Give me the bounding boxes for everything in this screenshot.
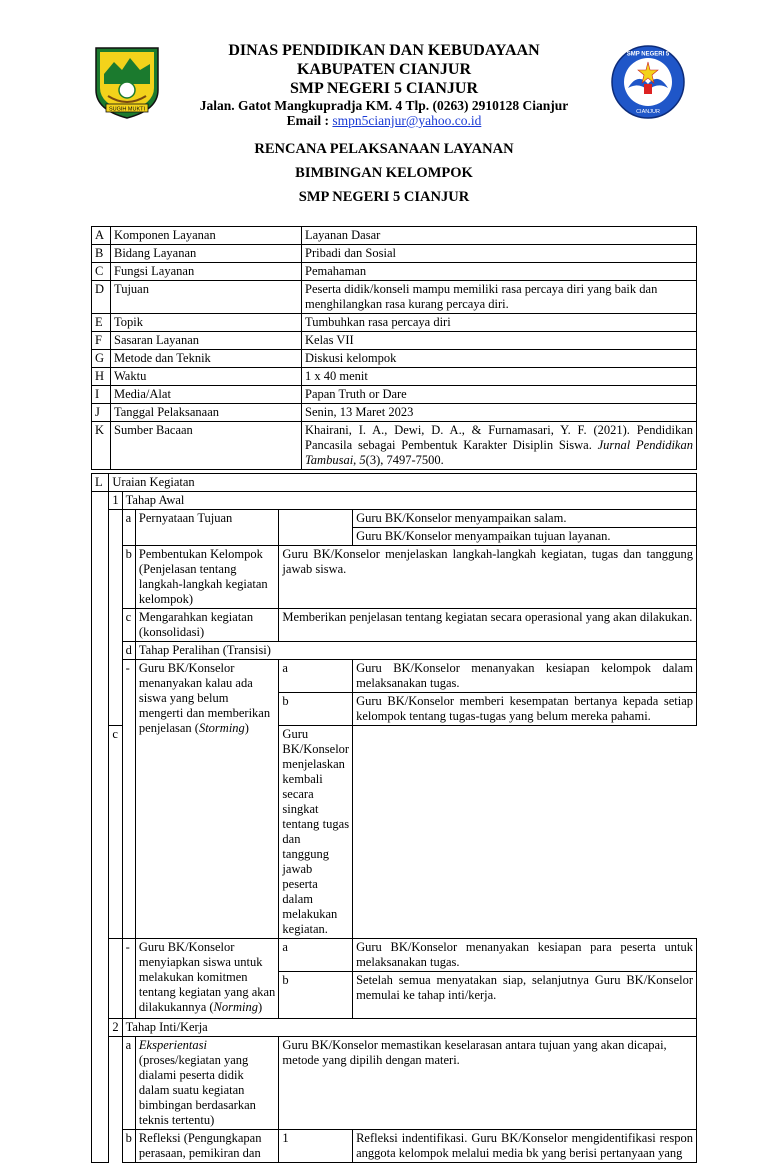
row-label: Tanggal Pelaksanaan <box>111 404 302 422</box>
row-value: Papan Truth or Dare <box>302 386 697 404</box>
row-key: H <box>92 368 111 386</box>
doc-title: RENCANA PELAKSANAAN LAYANAN <box>254 141 514 157</box>
row-label: Bidang Layanan <box>111 245 302 263</box>
table-row <box>92 350 697 368</box>
row-label: Sasaran Layanan <box>111 332 302 350</box>
table-row <box>92 404 697 422</box>
table-row <box>92 368 697 386</box>
row-label: Fungsi Layanan <box>111 263 302 281</box>
table-row <box>92 263 697 281</box>
row-key: A <box>92 227 111 245</box>
letterhead <box>0 0 768 135</box>
row-value: Senin, 13 Maret 2023 <box>302 404 697 422</box>
table-row: c Mengarahkan kegiatan (konsolidasi) Memberikan penjelasan tentang kegiatan secara operasional yang akan dilakukan. <box>92 609 697 642</box>
activity-table <box>91 473 697 1163</box>
row-key: I <box>92 386 111 404</box>
table-row: a Eksperientasi (proses/kegiatan yang dialami peserta didik dalam suatu kegiatan bimbingan berdasarkan teknis tertentu) Guru BK/Konselor memastikan keselarasan antara tujuan yang akan dicapai, metode yang dipilih dengan materi. <box>92 1037 697 1130</box>
table-row: Guru BK/Konselor menyampaikan tujuan layanan. <box>92 528 697 546</box>
table-row <box>92 281 697 314</box>
school-logo <box>610 44 686 120</box>
row-key: B <box>92 245 111 263</box>
table-row: L Uraian Kegiatan <box>92 474 697 492</box>
table-row <box>92 332 697 350</box>
agency-line: DINAS PENDIDIKAN DAN KEBUDAYAAN <box>228 42 540 59</box>
table-row: K Sumber Bacaan Khairani, I. A., Dewi, D. A., & Furnamasari, Y. F. (2021). Pendidikan Pancasila sebagai Pembentuk Karakter Disiplin Siswa. Jurnal Pendidikan Tambusai, 5(3), 7497-7500. <box>92 422 697 470</box>
table-row: b Refleksi (Pengungkapan perasaan, pemikiran dan 1 Refleksi indentifikasi. Guru BK/Konselor mengidentifikasi respon anggota kelompok melalui media bk yang berisi pertanyaan yang <box>92 1130 697 1163</box>
address-line: Jalan. Gatot Mangkupradja KM. 4 Tlp. (0263) 2910128 Cianjur <box>199 98 569 113</box>
table-row <box>92 314 697 332</box>
section-label: Uraian Kegiatan <box>109 474 697 492</box>
doc-school: SMP NEGERI 5 CIANJUR <box>298 189 470 205</box>
logo-right-bottom: CIANJUR <box>636 109 660 115</box>
table-row: 2 Tahap Inti/Kerja <box>92 1019 697 1037</box>
doc-subtitle: BIMBINGAN KELOMPOK <box>295 165 473 181</box>
row-label: Tujuan <box>111 281 302 314</box>
regency-line: KABUPATEN CIANJUR <box>296 61 472 78</box>
identity-table <box>91 226 697 470</box>
row-value: Kelas VII <box>302 332 697 350</box>
table-row: d Tahap Peralihan (Transisi) <box>92 642 697 660</box>
row-value: Peserta didik/konseli mampu memiliki rasa percaya diri yang baik dan menghilangkan rasa kurang percaya diri. <box>302 281 697 314</box>
table-row: b Setelah semua menyatakan siap, selanjutnya Guru BK/Konselor memulai ke tahap inti/kerja. <box>92 972 697 1019</box>
row-value: Pribadi dan Sosial <box>302 245 697 263</box>
logo-right-text: SMP NEGERI 5 <box>626 51 670 58</box>
row-value: Tumbuhkan rasa percaya diri <box>302 314 697 332</box>
row-value: Layanan Dasar <box>302 227 697 245</box>
table-row <box>92 386 697 404</box>
row-key: J <box>92 404 111 422</box>
school-line: SMP NEGERI 5 CIANJUR <box>289 80 478 97</box>
row-value: 1 x 40 menit <box>302 368 697 386</box>
row-key: C <box>92 263 111 281</box>
logo-left-motto: SUGIH MUKTI <box>108 106 146 113</box>
table-row: c Guru BK/Konselor menjelaskan kembali secara singkat tentang tugas dan tanggung jawab peserta dalam melakukan kegiatan. <box>92 726 697 939</box>
table-row: b Guru BK/Konselor memberi kesempatan bertanya kepada setiap kelompok tentang tugas-tugas yang belum mereka pahami. <box>92 693 697 726</box>
table-row: 1 Tahap Awal <box>92 492 697 510</box>
table-row: - Guru BK/Konselor menanyakan kalau ada siswa yang belum mengerti dan memberikan penjelasan (Storming) a Guru BK/Konselor menanyakan kesiapan kelompok dalam melaksanakan tugas. <box>92 660 697 693</box>
row-label: Topik <box>111 314 302 332</box>
row-label: Media/Alat <box>111 386 302 404</box>
table-row <box>92 245 697 263</box>
row-label: Komponen Layanan <box>111 227 302 245</box>
row-label: Waktu <box>111 368 302 386</box>
row-key: F <box>92 332 111 350</box>
email-label: Email : <box>286 113 330 128</box>
row-key: D <box>92 281 111 314</box>
row-value: Pemahaman <box>302 263 697 281</box>
source-reference: Khairani, I. A., Dewi, D. A., & Furnamasari, Y. F. (2021). Pendidikan Pancasila sebagai Pembentuk Karakter Disiplin Siswa. Jurnal Pendidikan Tambusai, 5(3), 7497-7500. <box>302 422 697 470</box>
row-key: G <box>92 350 111 368</box>
table-row: a Pernyataan Tujuan Guru BK/Konselor menyampaikan salam. <box>92 510 697 528</box>
row-key: E <box>92 314 111 332</box>
row-label: Metode dan Teknik <box>111 350 302 368</box>
table-row: - Guru BK/Konselor menyiapkan siswa untuk melakukan komitmen tentang kegiatan yang akan dilakukannya (Norming) a Guru BK/Konselor menanyakan kesiapan para peserta untuk melaksanakan tugas. <box>92 939 697 972</box>
table-row <box>92 227 697 245</box>
row-value: Diskusi kelompok <box>302 350 697 368</box>
email-link[interactable]: smpn5cianjur@yahoo.co.id <box>332 113 482 128</box>
table-row: b Pembentukan Kelompok (Penjelasan tentang langkah-langkah kegiatan kelompok) Guru BK/Konselor menjelaskan langkah-langkah kegiatan, tugas dan tanggung jawab siswa. <box>92 546 697 609</box>
